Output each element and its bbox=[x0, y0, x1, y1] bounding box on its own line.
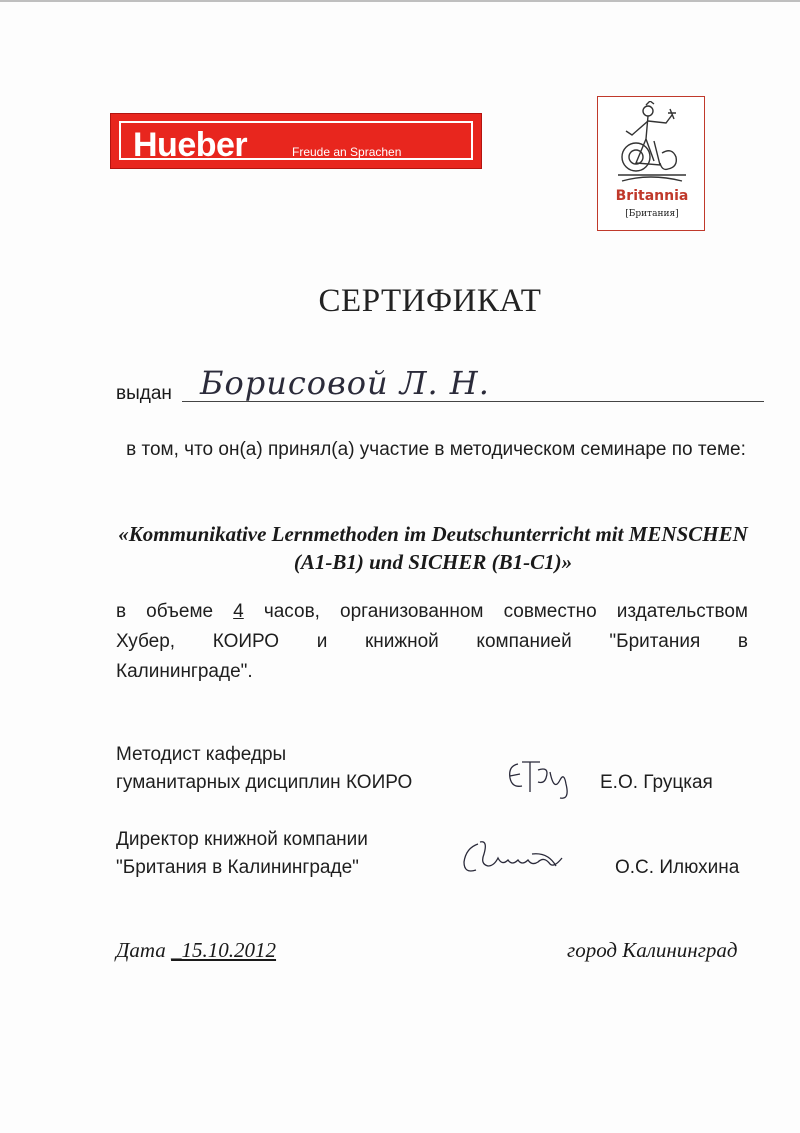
signatory-1-name: Е.О. Груцкая bbox=[600, 772, 713, 793]
signatory-1-role-line-2: гуманитарных дисциплин КОИРО bbox=[116, 772, 413, 793]
participation-text: в том, что он(а) принял(а) участие в методическом семинаре по теме: bbox=[126, 439, 746, 460]
date-label: Дата bbox=[116, 938, 172, 962]
signatory-1-signature bbox=[500, 752, 580, 802]
volume-line1-rest: часов, организованном совместно издательством bbox=[243, 601, 748, 622]
volume-line-1 bbox=[116, 601, 748, 623]
britannia-figure-icon bbox=[610, 101, 694, 187]
page-edge bbox=[0, 0, 800, 2]
hueber-logo bbox=[110, 113, 482, 169]
britannia-logo bbox=[597, 96, 705, 231]
signatory-2-signature bbox=[458, 832, 570, 882]
britannia-logo-name-ru: [Британия] bbox=[625, 209, 679, 219]
signatory-2-name: О.С. Илюхина bbox=[615, 857, 740, 878]
hueber-logo-name: Hueber bbox=[133, 126, 248, 164]
volume-hours: 4 bbox=[233, 601, 244, 622]
date-field bbox=[116, 938, 276, 963]
britannia-logo-name: Britannia bbox=[615, 188, 689, 204]
volume-line-3: Калининграде". bbox=[116, 661, 253, 682]
volume-prefix: в объеме bbox=[116, 601, 234, 622]
volume-line-2: Хубер, КОИРО и книжной компанией "Британия в bbox=[116, 631, 748, 652]
issued-label: выдан bbox=[116, 383, 172, 404]
recipient-name: Борисовой Л. Н. bbox=[200, 364, 490, 402]
date-value: _15.10.2012 bbox=[171, 938, 277, 962]
seminar-topic: «Kommunikative Lernmethoden im Deutschunterricht mit MENSCHEN (A1-B1) und SICHER (B1-C1)» bbox=[118, 522, 748, 574]
signatory-2-role-line-1: Директор книжной компании bbox=[116, 829, 368, 850]
city: город Калининград bbox=[567, 938, 738, 962]
signatory-1-role-line-1: Методист кафедры bbox=[116, 744, 287, 765]
certificate-title: СЕРТИФИКАТ bbox=[318, 283, 542, 319]
signatory-2-role-line-2: "Британия в Калининграде" bbox=[116, 857, 359, 878]
hueber-logo-tagline: Freude an Sprachen bbox=[292, 145, 402, 159]
